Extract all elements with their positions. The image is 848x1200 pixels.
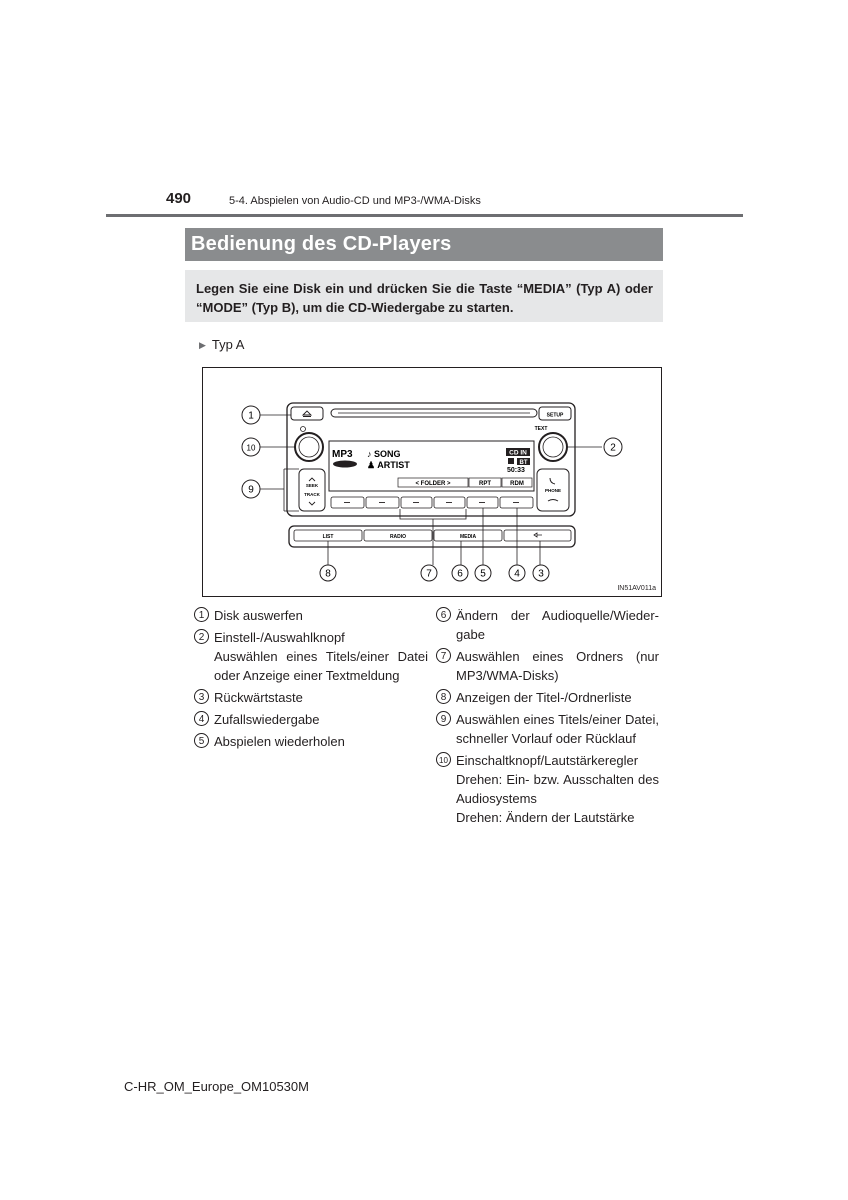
legend-item bbox=[188, 732, 428, 751]
triangle-bullet-icon: ▶ bbox=[199, 340, 206, 350]
legend-text: Abspielen wiederholen bbox=[214, 734, 345, 749]
legend-text: Auswählen eines Titels/einer Datei, schneller Vorlauf oder Rücklauf bbox=[456, 712, 659, 746]
legend-item bbox=[430, 606, 659, 644]
legend-number: 4 bbox=[194, 711, 209, 726]
type-label-text: Typ A bbox=[211, 337, 245, 352]
legend-text: Ändern der Audioquelle/Wieder-gabe bbox=[456, 608, 659, 642]
disc-icon bbox=[333, 461, 357, 468]
callout-10: 10 bbox=[246, 443, 256, 453]
footer-doc-code: C-HR_OM_Europe_OM10530M bbox=[124, 1079, 309, 1094]
setup-label: SETUP bbox=[546, 412, 564, 419]
signal-icon bbox=[508, 458, 514, 464]
legend-text: Anzeigen der Titel-/Ordnerliste bbox=[456, 690, 632, 705]
softkey-row bbox=[331, 497, 533, 508]
callout-4: 4 bbox=[514, 568, 520, 580]
legend-left bbox=[188, 606, 428, 754]
legend-item bbox=[188, 606, 428, 625]
display-bt: BT bbox=[519, 460, 528, 466]
legend-text: Disk auswerfen bbox=[214, 608, 303, 623]
legend-text: Zufallswiedergabe bbox=[214, 712, 320, 727]
type-label bbox=[199, 337, 244, 352]
callout-6: 6 bbox=[457, 568, 463, 580]
legend-number: 3 bbox=[194, 689, 209, 704]
figure-code: IN51AV011a bbox=[617, 585, 656, 592]
legend-number: 5 bbox=[194, 733, 209, 748]
legend-item bbox=[188, 688, 428, 707]
legend-text: Rückwärtstaste bbox=[214, 690, 303, 705]
legend-number: 2 bbox=[194, 629, 209, 644]
legend-number: 9 bbox=[436, 711, 451, 726]
callout-2: 2 bbox=[610, 442, 616, 454]
radio-label: RADIO bbox=[389, 534, 407, 540]
legend-number: 1 bbox=[194, 607, 209, 622]
legend-text: Drehen: Ändern der Lautstärke bbox=[456, 810, 635, 825]
phone-label: PHONE bbox=[544, 488, 562, 493]
media-label: MEDIA bbox=[459, 534, 477, 540]
page-number: 490 bbox=[166, 190, 192, 207]
list-label: LIST bbox=[322, 534, 334, 540]
seek-label: SEEK bbox=[305, 483, 319, 488]
legend-item bbox=[188, 628, 428, 685]
legend-item bbox=[430, 710, 659, 748]
intro-box: Legen Sie eine Disk ein und drücken Sie die Taste “MEDIA” (Typ A) oder “MODE” (Typ B), um die CD-Wiedergabe zu starten. bbox=[185, 270, 663, 322]
section-title: Bedienung des CD-Players bbox=[185, 228, 663, 261]
legend-number: 8 bbox=[436, 689, 451, 704]
eject-button bbox=[291, 407, 323, 420]
display-time: 50:33 bbox=[507, 467, 525, 474]
legend-number: 6 bbox=[436, 607, 451, 622]
header-divider bbox=[106, 214, 743, 217]
legend-item bbox=[188, 710, 428, 729]
legend-text: Drehen: Ein- bzw. Ausschalten des Audiosystems bbox=[456, 772, 659, 806]
legend-item bbox=[430, 647, 659, 685]
legend-text: Auswählen eines Titels/einer Datei oder Anzeige einer Textmeldung bbox=[214, 649, 428, 683]
callout-7: 7 bbox=[426, 568, 432, 580]
callout-1: 1 bbox=[248, 410, 254, 422]
callout-8: 8 bbox=[325, 568, 331, 580]
callout-3: 3 bbox=[538, 568, 544, 580]
legend-item bbox=[430, 751, 659, 827]
legend-number: 10 bbox=[436, 752, 451, 767]
display-song: ♪ SONG bbox=[367, 449, 401, 459]
track-label: TRACK bbox=[304, 492, 320, 497]
display-mp3: MP3 bbox=[332, 449, 353, 460]
running-header: 5-4. Abspielen von Audio-CD und MP3-/WMA-Disks bbox=[229, 195, 481, 207]
callout-9: 9 bbox=[248, 484, 254, 496]
cd-player-figure bbox=[202, 367, 662, 597]
text-label: TEXT bbox=[534, 426, 548, 432]
display-cd-in: CD IN bbox=[509, 449, 527, 457]
display-rpt: RPT bbox=[479, 481, 491, 487]
legend-item bbox=[430, 688, 659, 707]
legend-number: 7 bbox=[436, 648, 451, 663]
legend-text: Auswählen eines Ordners (nur MP3/WMA-Disks) bbox=[456, 649, 659, 683]
display-rdm: RDM bbox=[510, 481, 524, 487]
legend-right bbox=[430, 606, 659, 830]
back-button bbox=[504, 530, 571, 541]
legend-text: Einschaltknopf/Lautstärkeregler bbox=[456, 753, 639, 768]
cd-player-illustration bbox=[203, 368, 661, 596]
legend-text: Einstell-/Auswahlknopf bbox=[214, 630, 345, 645]
display-artist: ♟ ARTIST bbox=[367, 460, 410, 470]
display-folder: < FOLDER > bbox=[415, 481, 451, 487]
callout-5: 5 bbox=[480, 568, 486, 580]
